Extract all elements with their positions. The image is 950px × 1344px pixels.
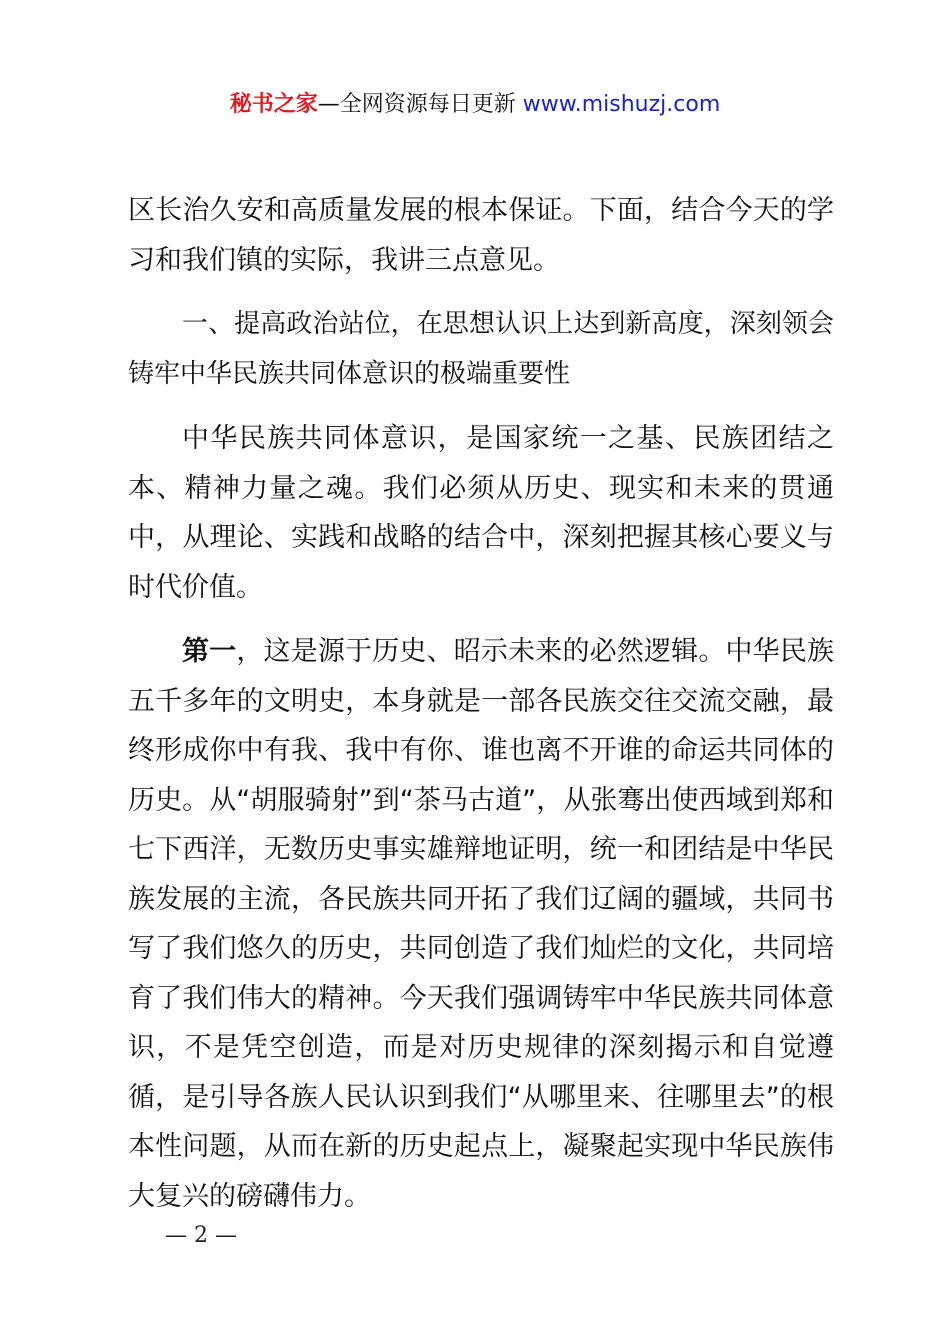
site-brand: 秘书之家	[229, 92, 318, 117]
paragraph-first-point	[128, 627, 834, 1221]
site-tagline: —全网资源每日更新	[317, 92, 523, 117]
document-body	[128, 186, 834, 1221]
page-number: — 2 —	[165, 1223, 237, 1248]
section-heading: 一、提高政治站位，在思想认识上达到新高度，深刻领会铸牢中华民族共同体意识的极端重要性	[128, 309, 834, 389]
point-lead: 第一	[182, 636, 237, 667]
paragraph-intro: 中华民族共同体意识，是国家统一之基、民族团结之本、精神力量之魂。我们必须从历史、现实和未来的贯通中，从理论、实践和战略的结合中，深刻把握其核心要义与时代价值。	[128, 423, 834, 603]
site-url-link[interactable]: www.mishuzj.com	[522, 92, 721, 117]
site-header	[0, 88, 950, 122]
paragraph-continuation: 区长治久安和高质量发展的根本保证。下面，结合今天的学习和我们镇的实际，我讲三点意见。	[128, 195, 834, 276]
point-text: ，这是源于历史、昭示未来的必然逻辑。中华民族五千多年的文明史，本身就是一部各民族交往交流交融，最终形成你中有我、我中有你、谁也离不开谁的命运共同体的历史。从“胡服骑射”到“茶马古道”，从张骞出使西域到郑和七下西洋，无数历史事实雄辩地证明，统一和团结是中华民族发展的主流，各民族共同开拓了我们辽阔的疆域，共同书写了我们悠久的历史，共同创造了我们灿烂的文化，共同培育了我们伟大的精神。今天我们强调铸牢中华民族共同体意识，不是凭空创造，而是对历史规律的深刻揭示和自觉遵循，是引导各族人民认识到我们“从哪里来、往哪里去”的根本性问题，从而在新的历史起点上，凝聚起实现中华民族伟大复兴的磅礴伟力。	[128, 636, 835, 1212]
